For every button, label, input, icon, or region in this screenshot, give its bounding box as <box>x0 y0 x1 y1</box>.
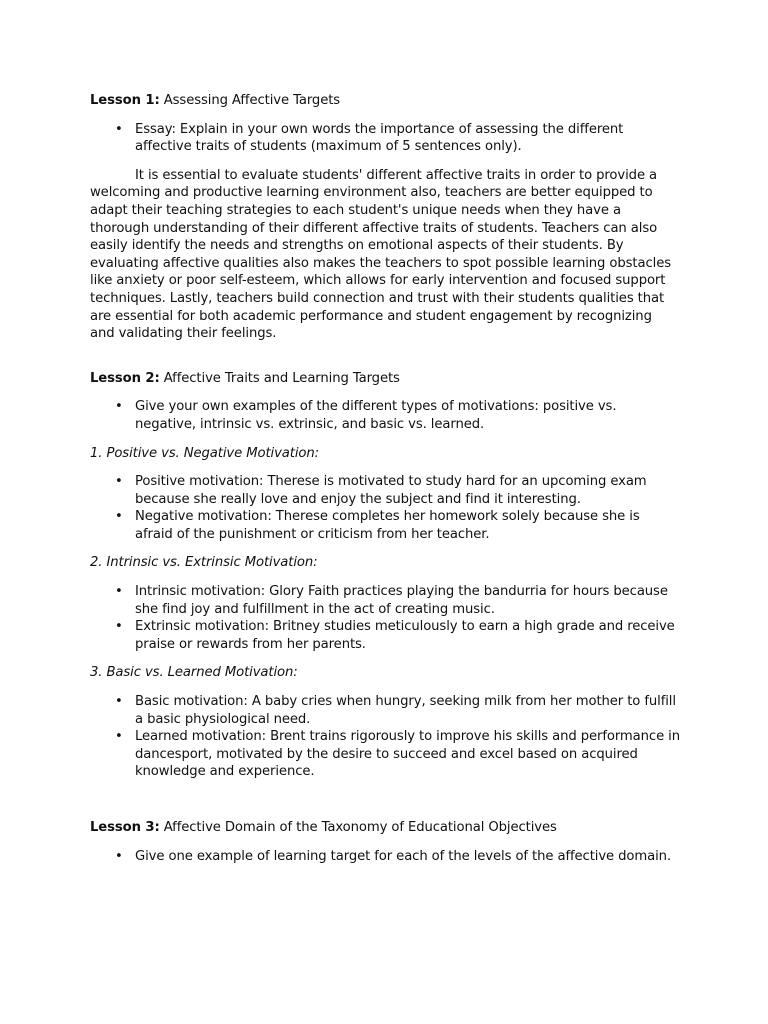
list-item: • Learned motivation: Brent trains rigorously to improve his skills and performance in dancesport, motivated by the desire to succeed and excel based on acquired knowledge and experience. <box>135 728 680 781</box>
lesson-3-label: Lesson 3: <box>90 820 160 835</box>
motivation-section-3-list <box>90 693 680 781</box>
list-item: • Negative motivation: Therese completes her homework solely because she is afraid of the punishment or criticism from her teacher. <box>135 508 680 543</box>
motivation-section-2-list <box>90 583 680 653</box>
lesson-3-heading <box>90 819 680 837</box>
lesson-1-task: • Essay: Explain in your own words the importance of assessing the different affective traits of students (maximum of 5 sentences only). <box>135 121 680 156</box>
list-item: • Extrinsic motivation: Britney studies meticulously to earn a high grade and receive praise or rewards from her parents. <box>135 618 680 653</box>
motivation-section-1-list <box>90 473 680 543</box>
lesson-2-task: • Give your own examples of the different types of motivations: positive vs. negative, intrinsic vs. extrinsic, and basic vs. learned. <box>135 398 680 433</box>
lesson-2-task-list <box>90 398 680 433</box>
motivation-section-2-heading: 2. Intrinsic vs. Extrinsic Motivation: <box>90 555 318 571</box>
list-item: • Positive motivation: Therese is motivated to study hard for an upcoming exam because she really love and enjoy the subject and find it interesting. <box>135 473 680 508</box>
motivation-section-1-heading: 1. Positive vs. Negative Motivation: <box>90 445 319 461</box>
lesson-2-title: Affective Traits and Learning Targets <box>163 370 400 386</box>
lesson-2-label: Lesson 2: <box>90 370 160 386</box>
motivation-section-3-heading: 3. Basic vs. Learned Motivation: <box>90 665 298 681</box>
list-item: • Intrinsic motivation: Glory Faith practices playing the bandurria for hours because she find joy and fulfillment in the act of creating music. <box>135 583 680 618</box>
lesson-3-task: • Give one example of learning target for each of the levels of the affective domain. <box>135 848 680 866</box>
list-item: • Basic motivation: A baby cries when hungry, seeking milk from her mother to fulfill a basic physiological need. <box>135 693 680 728</box>
lesson-3-title: Affective Domain of the Taxonomy of Educational Objectives <box>163 820 557 835</box>
document-page <box>90 92 680 865</box>
lesson-2-heading <box>90 370 680 388</box>
lesson-1-label: Lesson 1: <box>90 93 160 108</box>
lesson-1-task-list <box>90 121 680 156</box>
lesson-1-heading <box>90 92 680 110</box>
lesson-3-task-list <box>90 848 680 866</box>
lesson-1-title: Assessing Affective Targets <box>163 93 341 108</box>
lesson-1-essay-answer: It is essential to evaluate students' different affective traits in order to provide a welcoming and productive learning environment also, teachers are better equipped to adapt their teaching strategies to each student's unique needs when they have a thorough understanding of their different affective traits of students. Teachers can also easily identify the needs and strengths on emotional aspects of their students. By evaluating affective qualities also makes the teachers to spot possible learning obstacles like anxiety or poor self-esteem, which allows for early intervention and focused support techniques. Lastly, teachers build connection and trust with their students qualities that are essential for both academic performance and student engagement by recognizing and validating their feelings. <box>90 167 671 342</box>
